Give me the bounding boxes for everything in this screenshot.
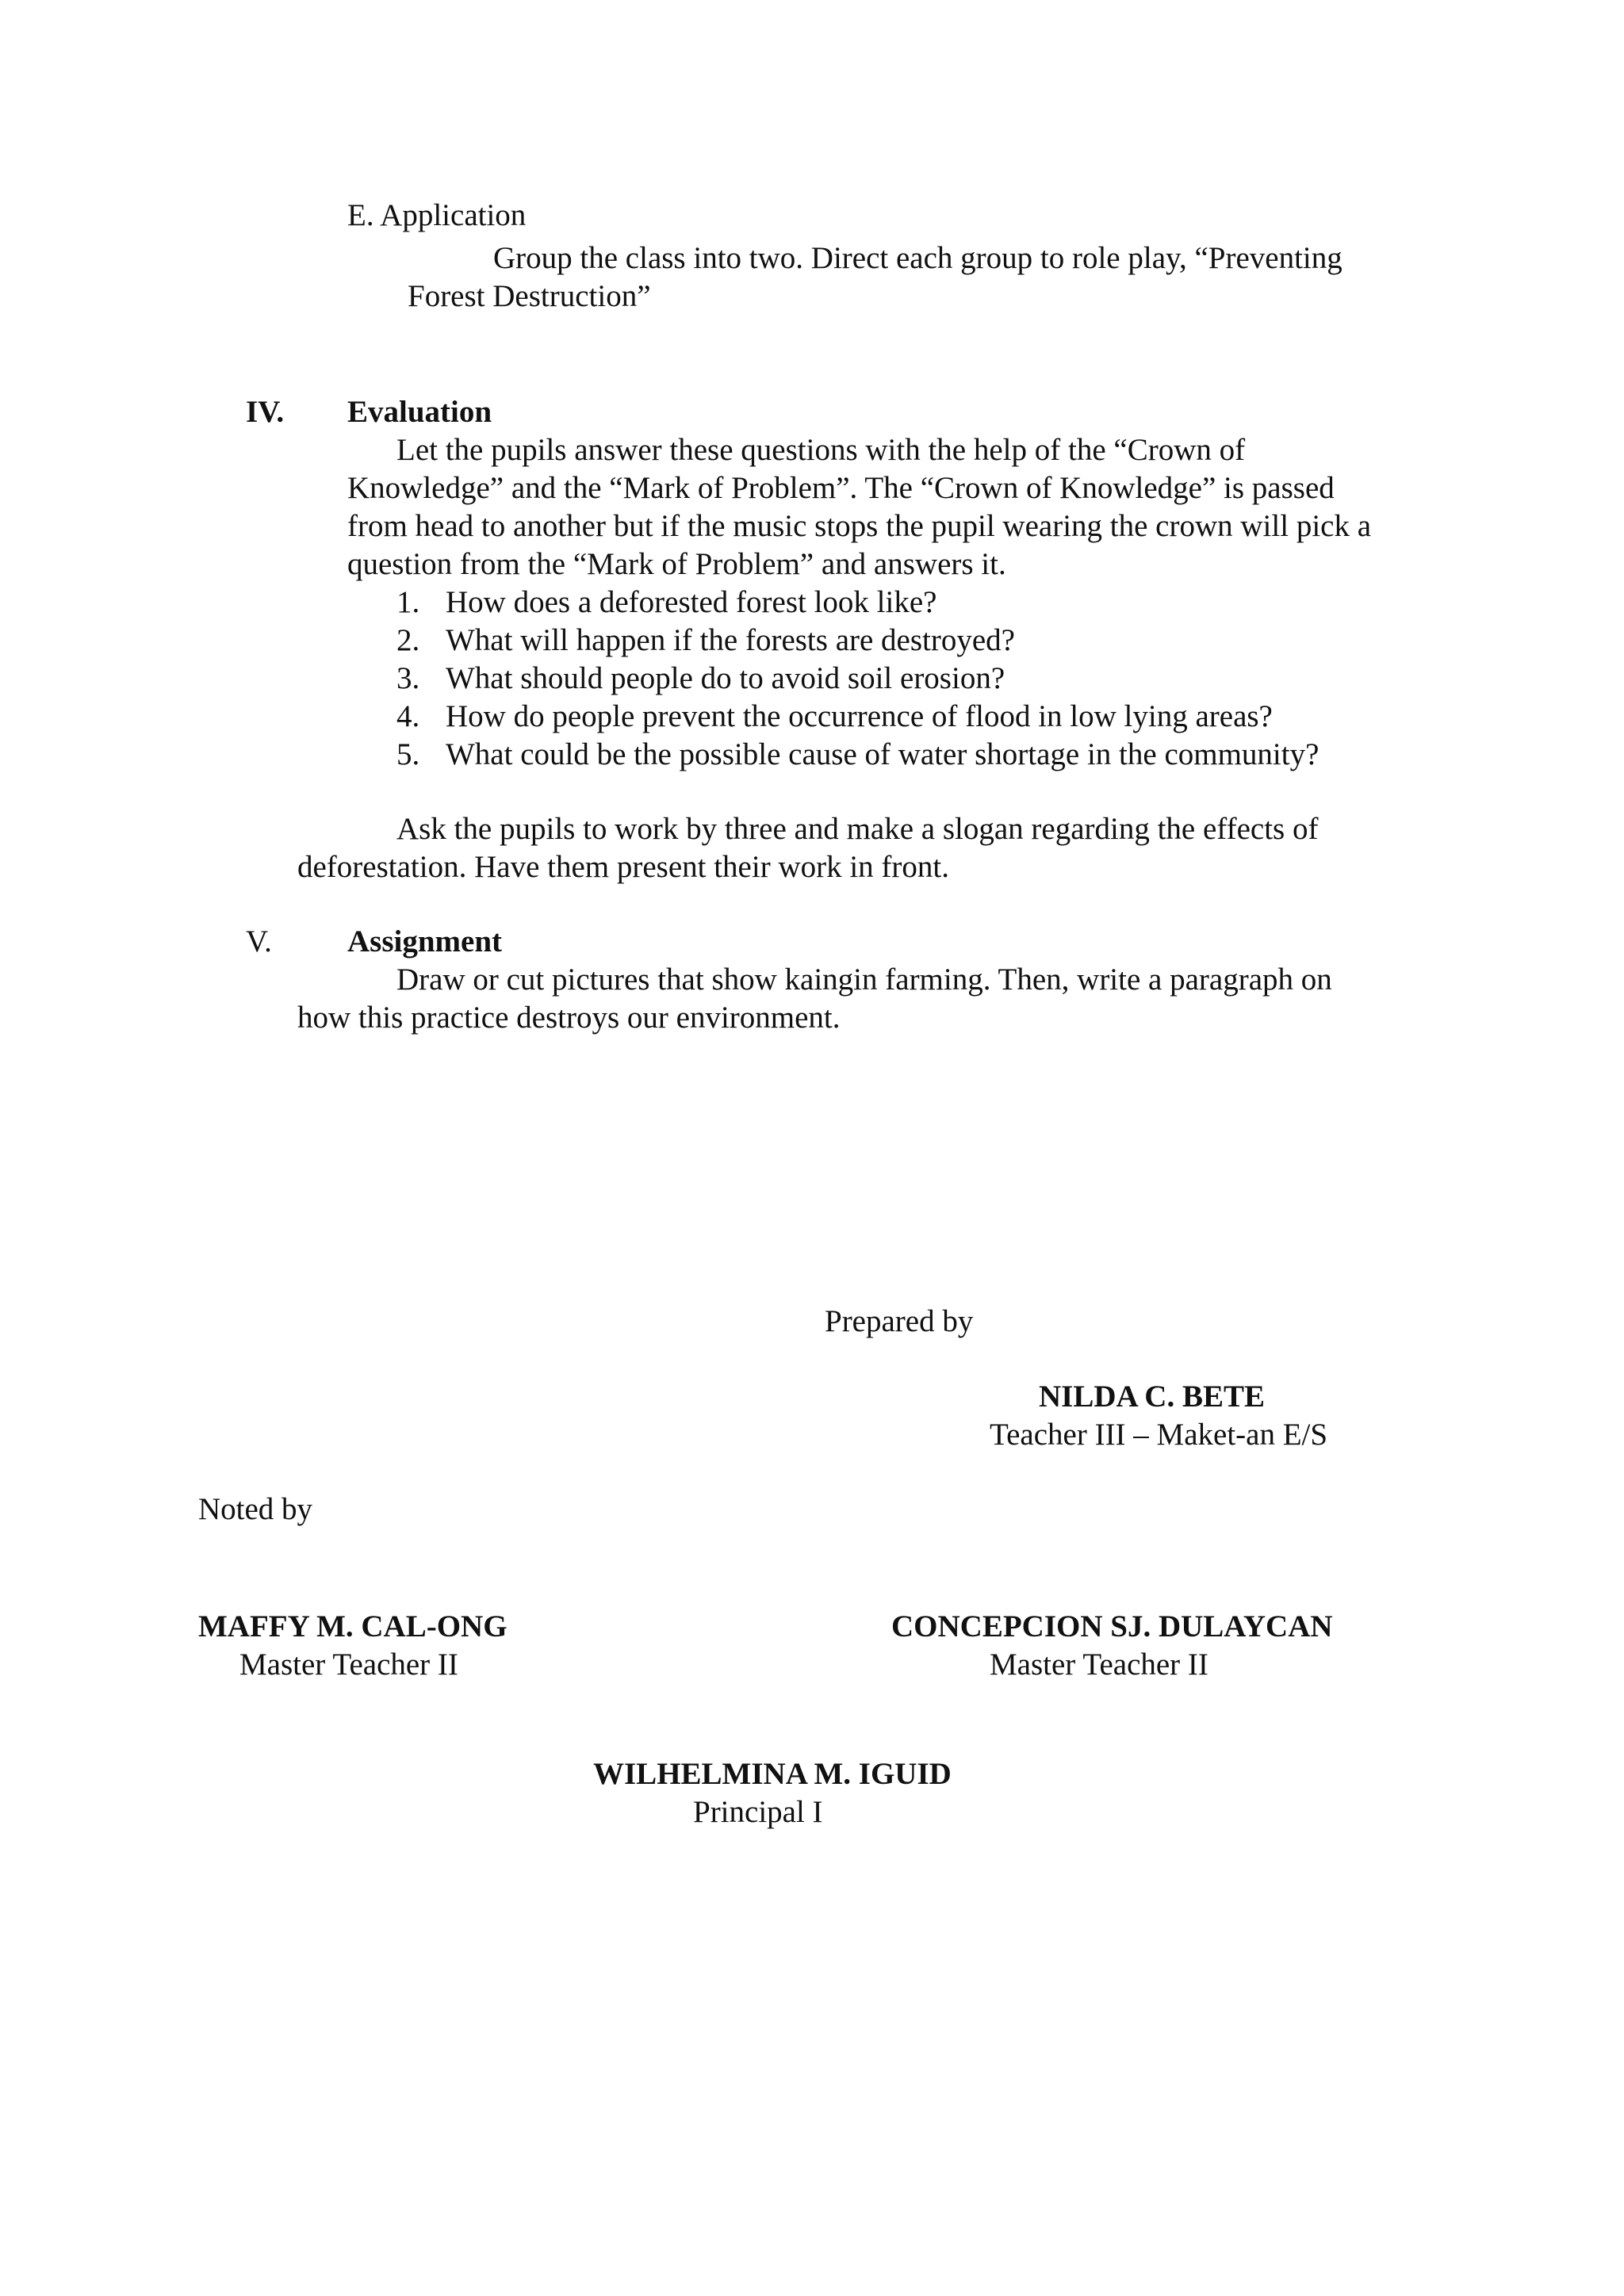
principal-name: WILHELMINA M. IGUID: [593, 1757, 952, 1791]
question-text: What could be the possible cause of water shortage in the community?: [446, 737, 1320, 771]
noter-1-title: Master Teacher II: [239, 1647, 458, 1682]
prepared-by-label: Prepared by: [825, 1304, 974, 1338]
application-text-line-1: Group the class into two. Direct each group to role play, “Preventing: [493, 241, 1342, 275]
evaluation-paragraph-line-1: Let the pupils answer these questions with the help of the “Crown of: [396, 433, 1246, 467]
question-number: 5.: [396, 737, 420, 771]
evaluation-numeral: IV.: [246, 395, 285, 429]
question-text: What should people do to avoid soil erosion?: [446, 661, 1005, 695]
assignment-text-line-1: Draw or cut pictures that show kaingin farming. Then, write a paragraph on: [396, 962, 1332, 997]
question-number: 3.: [396, 661, 420, 695]
application-text-line-2: Forest Destruction”: [408, 279, 651, 313]
assignment-numeral: V.: [246, 924, 272, 959]
slogan-text-line-2: deforestation. Have them present their work in front.: [297, 850, 949, 884]
principal-title: Principal I: [693, 1795, 823, 1829]
evaluation-paragraph-line-4: question from the “Mark of Problem” and answers it.: [347, 547, 1006, 581]
evaluation-heading: Evaluation: [347, 395, 492, 429]
preparer-title: Teacher III – Maket-an E/S: [990, 1418, 1328, 1452]
question-text: How do people prevent the occurrence of flood in low lying areas?: [446, 699, 1273, 733]
evaluation-paragraph-line-2: Knowledge” and the “Mark of Problem”. The “Crown of Knowledge” is passed: [347, 471, 1335, 505]
slogan-text-line-1: Ask the pupils to work by three and make a slogan regarding the effects of: [396, 812, 1319, 846]
noter-1-name: MAFFY M. CAL-ONG: [198, 1609, 508, 1644]
question-text: What will happen if the forests are destroyed?: [446, 623, 1015, 657]
evaluation-paragraph-line-3: from head to another but if the music stops the pupil wearing the crown will pick a: [347, 509, 1372, 543]
noter-2-title: Master Teacher II: [990, 1647, 1208, 1682]
question-number: 2.: [396, 623, 420, 657]
question-number: 4.: [396, 699, 420, 733]
question-text: How does a deforested forest look like?: [446, 585, 937, 619]
preparer-name: NILDA C. BETE: [1039, 1380, 1265, 1414]
assignment-heading: Assignment: [347, 924, 503, 959]
noter-2-name: CONCEPCION SJ. DULAYCAN: [891, 1609, 1333, 1644]
assignment-text-line-2: how this practice destroys our environment.: [297, 1001, 841, 1035]
noted-by-label: Noted by: [198, 1492, 313, 1526]
application-heading: E. Application: [347, 198, 527, 232]
question-number: 1.: [396, 585, 420, 619]
